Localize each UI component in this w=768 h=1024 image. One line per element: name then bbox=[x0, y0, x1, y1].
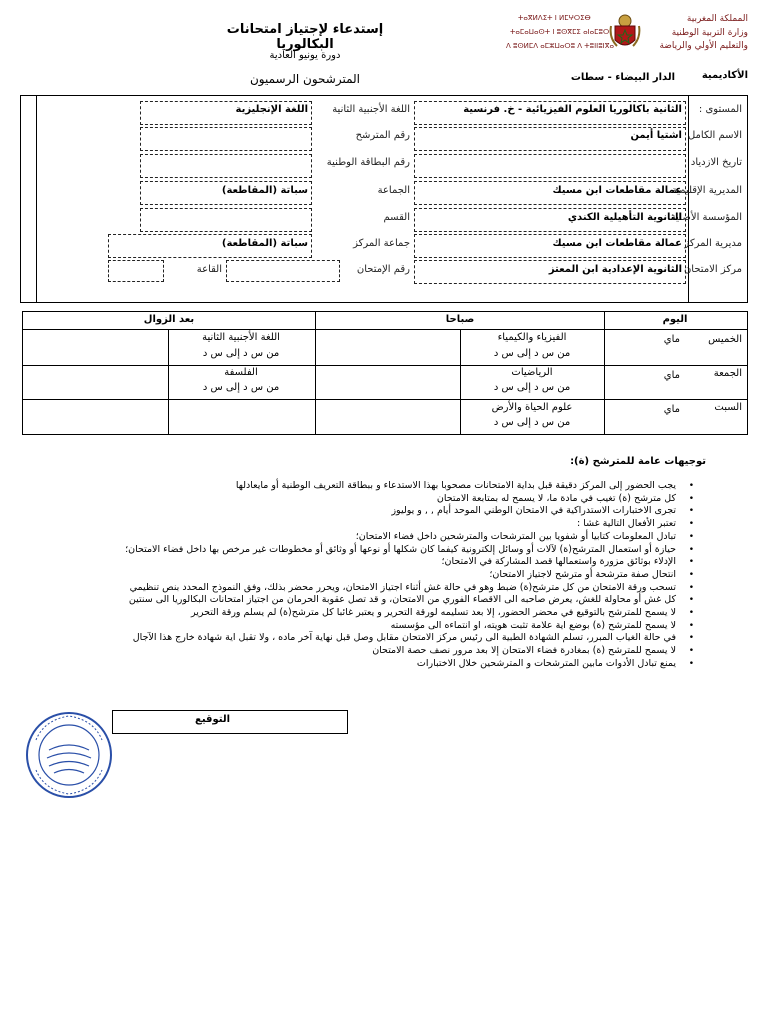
schedule-header-morning: صباحا bbox=[445, 314, 475, 325]
schedule-row1-line bbox=[22, 365, 748, 366]
national-id-label: رقم البطاقة الوطنية bbox=[326, 157, 410, 168]
schedule-row3-morning-subject: علوم الحياة والأرض bbox=[491, 402, 573, 413]
session-label: دورة يونيو العادية bbox=[269, 50, 341, 61]
commune-label: الجماعة bbox=[377, 185, 410, 196]
ministry-tifinagh-1: ⵜⴰⴳⵍⴷⵉⵜ ⵏ ⵍⵎⵖⵔⵉⴱ bbox=[518, 14, 591, 22]
exam-center-value: الثانوية الإعدادية ابن المعتز bbox=[548, 264, 682, 275]
schedule-col-afternoon-split bbox=[168, 329, 169, 435]
academy-value: الدار البيضاء - سطات bbox=[570, 72, 675, 83]
schedule-row2-morning-time: من س د إلى س د bbox=[493, 382, 571, 393]
schedule-header-day: اليوم bbox=[662, 314, 688, 325]
schedule-row3-month: ماي bbox=[663, 404, 680, 415]
candidates-type: المترشحون الرسميون bbox=[249, 72, 361, 86]
academy-stamp-icon bbox=[24, 710, 114, 800]
coat-of-arms-icon bbox=[609, 12, 641, 52]
instruction-item: • في حالة الغياب المبرر، تسلم الشهادة الطبية الى رئيس مركز الامتحان مقابل وصل قبل نهاية آخر ماده ، ولا تقبل اية شهادة خارج هذا الآجال bbox=[58, 632, 698, 645]
instruction-item: • حيازة أو استعمال المترشح(ة) لآلات أو وسائل إلكترونية كيفما كان شكلها أو نوعها أو وثائق أو مخطوطات غير مرخص بها داخل فضاء الامتحان؛ bbox=[58, 544, 698, 557]
ministry-tifinagh-2: ⵜⴰⵎⴰⵡⴰⵙⵜ ⵏ ⵓⵙⴳⵎⵉ ⴰⵏⴰⵎⵓⵔ bbox=[510, 28, 610, 36]
center-commune-label: جماعة المركز bbox=[353, 238, 410, 249]
schedule-row2-afternoon-subject: الفلسفة bbox=[224, 367, 258, 378]
instruction-item: • يجب الحضور إلى المركز دقيقة قبل بداية الامتحانات مصحوبا بهذا الاستدعاء و ببطاقة التعريف الوطنية أو مايعادلها bbox=[58, 480, 698, 493]
instruction-item: • انتحال صفة مترشحة أو مترشح لاجتياز الامتحان؛ bbox=[58, 569, 698, 582]
academy-label: الأكاديمية bbox=[701, 70, 748, 81]
full-name-label: الاسم الكامل bbox=[687, 130, 742, 141]
schedule-row1-morning-time: من س د إلى س د bbox=[493, 348, 571, 359]
schedule-row1-day: الخميس bbox=[708, 334, 742, 345]
regional-directorate-label: المديرية الإقليمية bbox=[671, 185, 742, 196]
instruction-item: • كل غش أو محاولة للغش، يعرض صاحبه الى الاقصاء الفوري من الامتحان، و قد تصل عقوبة الحرمان من اجتياز امتحانات البكالوريا الى سنتين bbox=[58, 594, 698, 607]
schedule-col-mid-line-2 bbox=[315, 329, 316, 435]
instruction-item: • كل مترشح (ة) تغيب في مادة ما، لا يسمح له بمتابعة الامتحان bbox=[58, 493, 698, 506]
instruction-item: • لا يسمح للمترشح (ة) بمغادرة فضاء الامتحان إلا بعد مرور نصف حصة الامتحان bbox=[58, 645, 698, 658]
kingdom-ministry-block bbox=[640, 14, 748, 51]
signature-box bbox=[112, 710, 348, 734]
schedule-col-morning-split bbox=[460, 329, 461, 435]
schedule-row2-line bbox=[22, 399, 748, 400]
birth-date-field bbox=[414, 154, 686, 178]
section-label: القسم bbox=[383, 212, 410, 223]
schedule-row3-day: السبت bbox=[714, 402, 742, 413]
candidate-number-field bbox=[140, 127, 312, 151]
center-directorate-value: عمالة مقاطعات ابن مسيك bbox=[552, 238, 682, 249]
schedule-row1-morning-subject: الفيزياء والكيمياء bbox=[497, 332, 567, 343]
level-value: الثانية باكالوريا العلوم الفيزيائية - خ. فرنسية bbox=[463, 104, 682, 115]
form-divider-left bbox=[36, 95, 37, 303]
ministry-name-line1: وزارة التربية الوطنية bbox=[671, 28, 748, 38]
signature-label: التوقيع bbox=[195, 714, 230, 725]
instruction-item: • لا يسمح للمترشح (ة) بوضع اية علامة تثبت هويته، او انتماءه الى مؤسسته bbox=[58, 620, 698, 633]
commune-value: سباتة (المقاطعة) bbox=[221, 185, 308, 196]
origin-institution-label: المؤسسة الأصلية bbox=[670, 212, 742, 223]
schedule-row2-afternoon-time: من س د إلى س د bbox=[202, 382, 280, 393]
exam-number-label: رقم الإمتحان bbox=[356, 264, 410, 275]
schedule-header-afternoon: بعد الزوال bbox=[143, 314, 195, 325]
instruction-item: • لا يسمح للمترشح بالتوقيع في محضر الحضور، إلا بعد تسليمه لورقة التحرير و يعتبر غائبا كل مترشح(ة) لم يسلم ورقة التحرير bbox=[58, 607, 698, 620]
exam-number-field bbox=[226, 260, 340, 282]
center-commune-value: سباتة (المقاطعة) bbox=[221, 238, 308, 249]
schedule-row1-afternoon-time: من س د إلى س د bbox=[202, 348, 280, 359]
instructions-list bbox=[58, 480, 698, 671]
schedule-row2-day: الجمعة bbox=[713, 368, 742, 379]
room-label: القاعة bbox=[196, 264, 222, 275]
instruction-item: • تجرى الاختبارات الاستدراكية في الامتحان الوطني الموحد أيام , , و يوليوز bbox=[58, 505, 698, 518]
schedule-row2-morning-subject: الرياضيات bbox=[511, 367, 553, 378]
instruction-item: • تبادل المعلومات كتابيا أو شفويا بين المترشحات والمترشحين داخل فضاء الامتحان؛ bbox=[58, 531, 698, 544]
second-language-value: اللغة الإنجليزية bbox=[235, 104, 308, 115]
schedule-col-day-line bbox=[604, 311, 605, 435]
exam-center-label: مركز الامتحان bbox=[683, 264, 742, 275]
origin-institution-value: الثانوية التأهيلية الكندي bbox=[567, 212, 682, 223]
center-directorate-label: مديرية المركز bbox=[684, 238, 742, 249]
instruction-item: • يمنع تبادل الأدوات مابين المترشحات و المترشحين خلال الاختبارات bbox=[58, 658, 698, 671]
instructions-title: توجيهات عامة للمترشح (ة): bbox=[570, 456, 706, 467]
ministry-tifinagh-3: ⴷ ⵓⵙⵍⵎⴷ ⴰⵎⵣⵡⴰⵔⵓ ⴷ ⵜⵓⵏⵏⵓⵏⴳⴰ bbox=[506, 42, 615, 50]
schedule-row3-morning-time: من س د إلى س د bbox=[493, 417, 571, 428]
ministry-name-line2: والتعليم الأولي والرياضة bbox=[659, 41, 748, 51]
section-field bbox=[140, 208, 312, 232]
schedule-col-mid-line bbox=[315, 311, 316, 329]
schedule-header-line bbox=[22, 329, 748, 330]
national-id-field bbox=[140, 154, 312, 178]
schedule-row1-month: ماي bbox=[663, 334, 680, 345]
schedule-row1-afternoon-subject: اللغة الأجنبية الثانية bbox=[202, 332, 280, 343]
instruction-item: • الإدلاء بوثائق مزورة واستعمالها قصد المشاركة في الامتحان؛ bbox=[58, 556, 698, 569]
page-title: إستدعاء لإجتياز امتحانات البكالوريا bbox=[226, 22, 384, 52]
regional-directorate-value: عمالة مقاطعات ابن مسيك bbox=[552, 185, 682, 196]
instruction-item: • تسحب ورقة الامتحان من كل مترشح(ة) ضبط وهو في حالة غش أثناء اجتياز الامتحان، ويحرر محضر بذلك، وفق النموذج المحدد بنص تنظيمي bbox=[58, 582, 698, 595]
second-language-label: اللغة الأجنبية الثانية bbox=[332, 104, 410, 115]
candidate-number-label: رقم المترشح bbox=[355, 130, 410, 141]
kingdom-name: المملكة المغربية bbox=[686, 14, 748, 24]
instruction-item: • تعتبر الأفعال التالية غشا : bbox=[58, 518, 698, 531]
schedule-row2-month: ماي bbox=[663, 370, 680, 381]
room-field bbox=[108, 260, 164, 282]
full-name-value: اشتيا أيمن bbox=[630, 130, 682, 141]
birth-date-label: تاريخ الازدياد bbox=[690, 157, 742, 168]
level-label: المستوى : bbox=[698, 104, 742, 115]
